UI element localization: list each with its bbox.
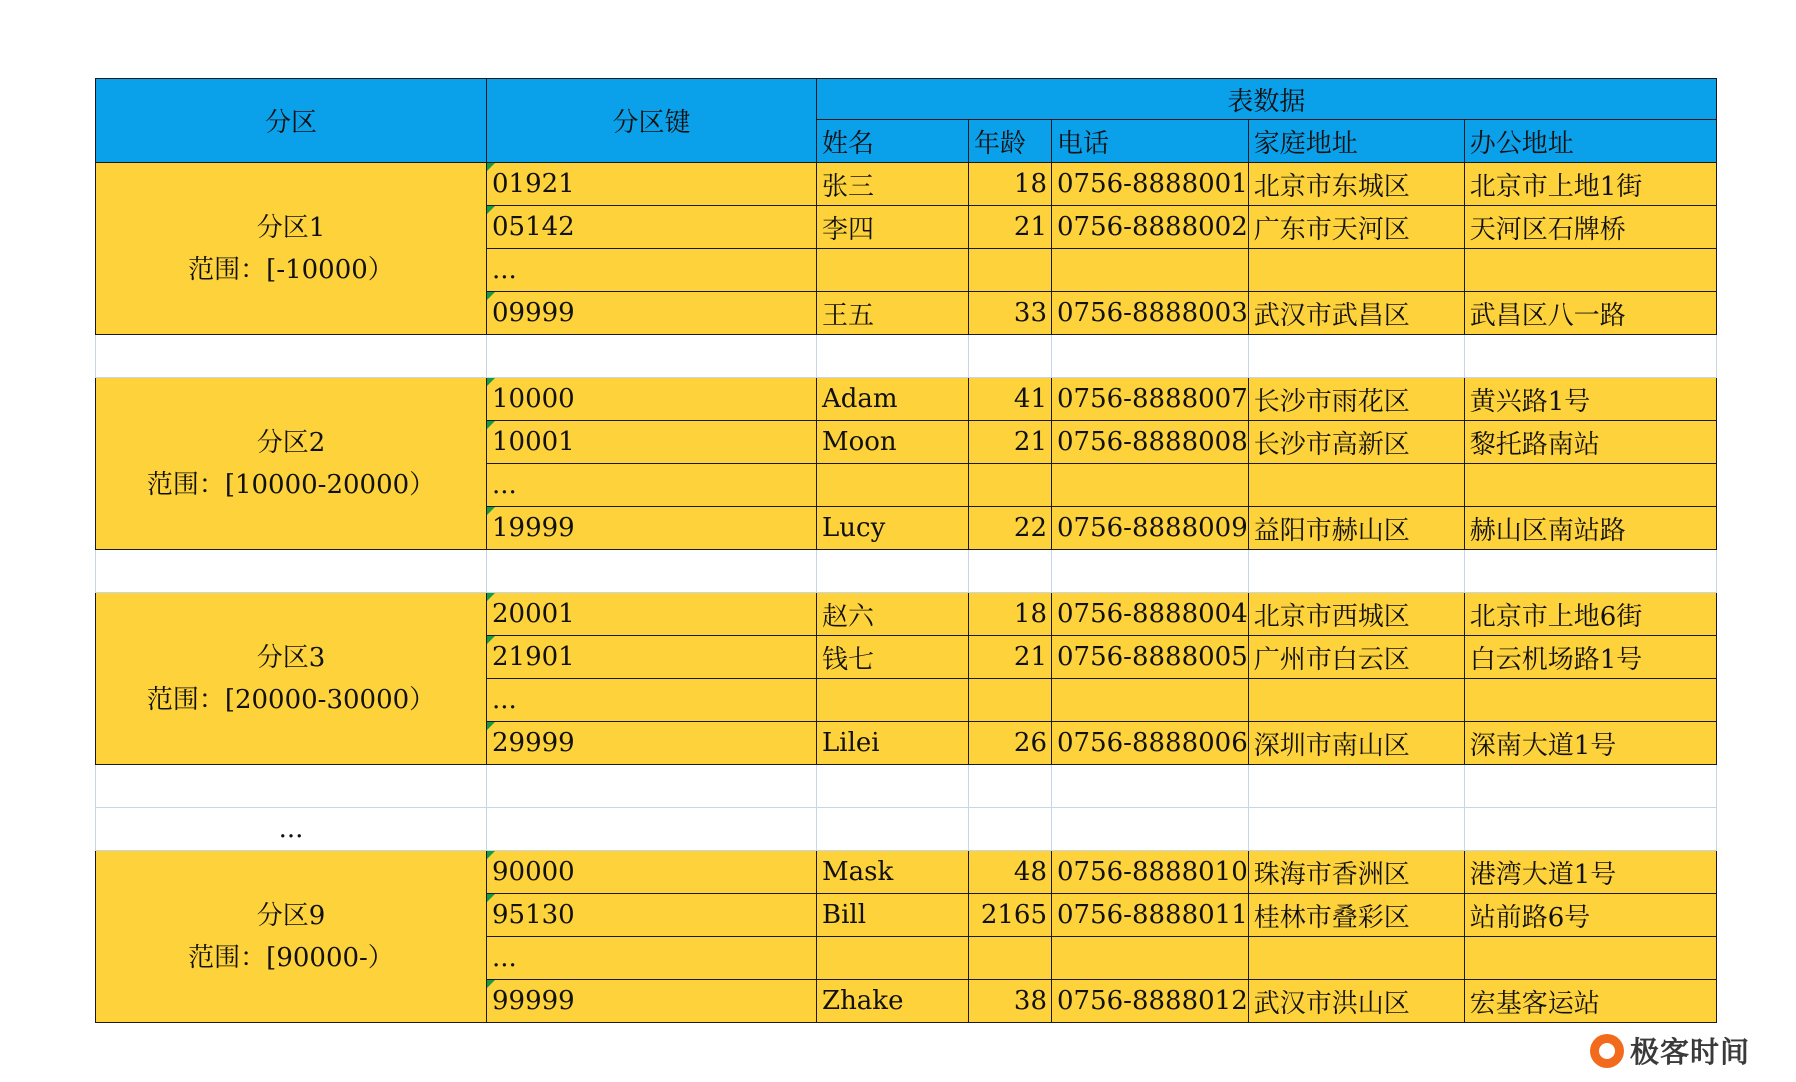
cell-phone: [1052, 249, 1249, 292]
spacer-row: [96, 335, 1717, 378]
partition-cell: [96, 163, 487, 335]
spacer-cell: [1052, 550, 1249, 593]
spacer-cell: [969, 765, 1052, 808]
partition-name: 分区1: [256, 212, 326, 243]
cell-office-address: 北京市上地1街: [1464, 163, 1716, 206]
spacer-cell: [817, 808, 969, 851]
cell-phone: 0756-8888009: [1052, 507, 1249, 550]
cell-name: [817, 937, 969, 980]
cell-name: 李四: [817, 206, 969, 249]
cell-partition-key: ...: [487, 464, 817, 507]
cell-home-address: 桂林市叠彩区: [1248, 894, 1464, 937]
cell-home-address: [1248, 464, 1464, 507]
spacer-cell: [487, 765, 817, 808]
cell-name: [817, 679, 969, 722]
cell-age: [969, 249, 1052, 292]
header-col-age: 年龄: [969, 120, 1052, 163]
cell-home-address: 武汉市洪山区: [1248, 980, 1464, 1023]
cell-home-address: 长沙市高新区: [1248, 421, 1464, 464]
cell-office-address: 港湾大道1号: [1464, 851, 1716, 894]
spacer-cell: [96, 765, 487, 808]
cell-phone: 0756-8888006: [1052, 722, 1249, 765]
cell-partition-key: ...: [487, 937, 817, 980]
cell-home-address: 广州市白云区: [1248, 636, 1464, 679]
cell-partition-key: 90000: [487, 851, 817, 894]
cell-name: 王五: [817, 292, 969, 335]
spacer-row: [96, 808, 1717, 851]
cell-phone: [1052, 679, 1249, 722]
spacer-cell: [1248, 808, 1464, 851]
cell-office-address: 站前路6号: [1464, 894, 1716, 937]
cell-name: Adam: [817, 378, 969, 421]
spacer-cell: [96, 550, 487, 593]
spacer-cell: [1248, 335, 1464, 378]
cell-partition-key: 05142: [487, 206, 817, 249]
cell-name: 钱七: [817, 636, 969, 679]
logo-icon: [1590, 1034, 1624, 1068]
spacer-cell: [487, 808, 817, 851]
cell-phone: 0756-8888008: [1052, 421, 1249, 464]
cell-phone: 0756-8888010: [1052, 851, 1249, 894]
spacer-cell: [1464, 335, 1716, 378]
cell-name: Mask: [817, 851, 969, 894]
cell-partition-key: ...: [487, 679, 817, 722]
partition-range: 范围：[90000-）: [188, 942, 394, 973]
spacer-cell: [1464, 550, 1716, 593]
spacer-cell: [817, 550, 969, 593]
spacer-cell: [1052, 765, 1249, 808]
partition-name: 分区9: [256, 900, 326, 931]
cell-office-address: [1464, 937, 1716, 980]
cell-home-address: 长沙市雨花区: [1248, 378, 1464, 421]
cell-age: [969, 679, 1052, 722]
cell-name: Zhake: [817, 980, 969, 1023]
cell-office-address: [1464, 249, 1716, 292]
partition-table: [95, 78, 1717, 1023]
spacer-cell: [817, 335, 969, 378]
spacer-cell: [969, 808, 1052, 851]
cell-office-address: 赫山区南站路: [1464, 507, 1716, 550]
spacer-cell: [1464, 765, 1716, 808]
cell-office-address: 北京市上地6街: [1464, 593, 1716, 636]
cell-age: [969, 464, 1052, 507]
cell-name: 赵六: [817, 593, 969, 636]
cell-phone: 0756-8888012: [1052, 980, 1249, 1023]
header-partition-key: 分区键: [487, 79, 817, 163]
spacer-cell: [487, 335, 817, 378]
cell-phone: 0756-8888007: [1052, 378, 1249, 421]
cell-age: 21: [969, 636, 1052, 679]
header-col-home: 家庭地址: [1248, 120, 1464, 163]
cell-age: 26: [969, 722, 1052, 765]
cell-name: Lilei: [817, 722, 969, 765]
cell-age: 48: [969, 851, 1052, 894]
cell-name: Lucy: [817, 507, 969, 550]
table-row: [96, 163, 1717, 206]
header-partition: 分区: [96, 79, 487, 163]
table-row: [96, 593, 1717, 636]
spacer-cell: [969, 335, 1052, 378]
partition-cell: [96, 593, 487, 765]
cell-partition-key: 10000: [487, 378, 817, 421]
cell-home-address: 广东市天河区: [1248, 206, 1464, 249]
partition-range: 范围：[10000-20000）: [146, 469, 436, 500]
cell-office-address: 白云机场路1号: [1464, 636, 1716, 679]
cell-name: 张三: [817, 163, 969, 206]
cell-office-address: 宏基客运站: [1464, 980, 1716, 1023]
spacer-cell: [1248, 550, 1464, 593]
cell-partition-key: 01921: [487, 163, 817, 206]
logo: [1590, 1030, 1750, 1071]
cell-partition-key: 19999: [487, 507, 817, 550]
cell-home-address: 益阳市赫山区: [1248, 507, 1464, 550]
cell-phone: 0756-8888004: [1052, 593, 1249, 636]
cell-name: [817, 464, 969, 507]
cell-age: [969, 937, 1052, 980]
cell-age: 21: [969, 421, 1052, 464]
cell-age: 21: [969, 206, 1052, 249]
spacer-cell: [96, 335, 487, 378]
spacer-cell: [817, 765, 969, 808]
ellipsis-cell: ...: [96, 808, 487, 851]
cell-home-address: 北京市东城区: [1248, 163, 1464, 206]
spacer-row: [96, 550, 1717, 593]
cell-home-address: 武汉市武昌区: [1248, 292, 1464, 335]
spacer-cell: [1248, 765, 1464, 808]
cell-age: 18: [969, 593, 1052, 636]
partition-cell: [96, 378, 487, 550]
partition-cell: [96, 851, 487, 1023]
spacer-cell: [487, 550, 817, 593]
cell-name: Bill: [817, 894, 969, 937]
cell-office-address: 天河区石牌桥: [1464, 206, 1716, 249]
cell-office-address: 黎托路南站: [1464, 421, 1716, 464]
partition-range: 范围：[-10000）: [188, 254, 394, 285]
table-row: [96, 378, 1717, 421]
cell-home-address: [1248, 249, 1464, 292]
partition-name: 分区2: [256, 427, 326, 458]
cell-age: 22: [969, 507, 1052, 550]
header-table-data: 表数据: [817, 79, 1717, 120]
cell-age: 41: [969, 378, 1052, 421]
cell-partition-key: 95130: [487, 894, 817, 937]
spacer-cell: [969, 550, 1052, 593]
cell-partition-key: 29999: [487, 722, 817, 765]
spacer-cell: [1052, 335, 1249, 378]
header-col-name: 姓名: [817, 120, 969, 163]
cell-age: 38: [969, 980, 1052, 1023]
cell-office-address: [1464, 679, 1716, 722]
partition-name: 分区3: [256, 642, 326, 673]
cell-partition-key: 21901: [487, 636, 817, 679]
header-col-phone: 电话: [1052, 120, 1249, 163]
spacer-cell: [1052, 808, 1249, 851]
partition-range: 范围：[20000-30000）: [146, 684, 436, 715]
cell-phone: [1052, 464, 1249, 507]
header-col-office: 办公地址: [1464, 120, 1716, 163]
cell-name: Moon: [817, 421, 969, 464]
cell-age: 2165: [969, 894, 1052, 937]
cell-phone: 0756-8888011: [1052, 894, 1249, 937]
cell-phone: 0756-8888001: [1052, 163, 1249, 206]
cell-age: 18: [969, 163, 1052, 206]
cell-age: 33: [969, 292, 1052, 335]
cell-phone: 0756-8888003: [1052, 292, 1249, 335]
logo-text: 极客时间: [1630, 1035, 1751, 1069]
cell-phone: 0756-8888005: [1052, 636, 1249, 679]
cell-home-address: 深圳市南山区: [1248, 722, 1464, 765]
cell-partition-key: ...: [487, 249, 817, 292]
spacer-row: [96, 765, 1717, 808]
cell-partition-key: 09999: [487, 292, 817, 335]
cell-partition-key: 10001: [487, 421, 817, 464]
cell-office-address: [1464, 464, 1716, 507]
spacer-cell: [1464, 808, 1716, 851]
cell-office-address: 黄兴路1号: [1464, 378, 1716, 421]
cell-office-address: 深南大道1号: [1464, 722, 1716, 765]
cell-partition-key: 20001: [487, 593, 817, 636]
cell-home-address: [1248, 937, 1464, 980]
cell-name: [817, 249, 969, 292]
cell-office-address: 武昌区八一路: [1464, 292, 1716, 335]
table-row: [96, 851, 1717, 894]
cell-phone: [1052, 937, 1249, 980]
cell-home-address: 珠海市香洲区: [1248, 851, 1464, 894]
cell-phone: 0756-8888002: [1052, 206, 1249, 249]
cell-partition-key: 99999: [487, 980, 817, 1023]
cell-home-address: 北京市西城区: [1248, 593, 1464, 636]
cell-home-address: [1248, 679, 1464, 722]
